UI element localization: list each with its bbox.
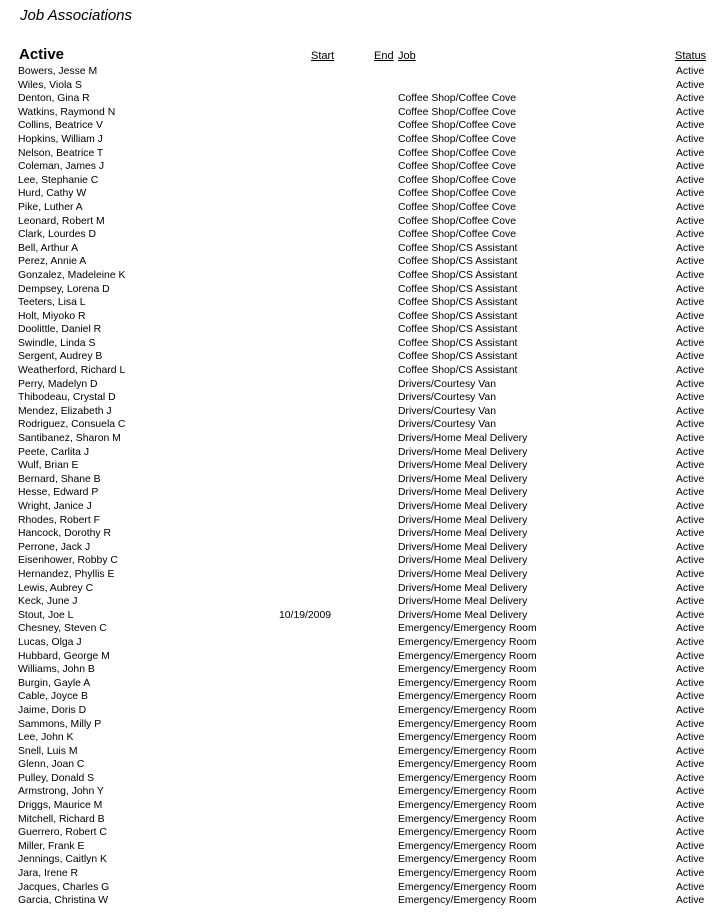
start-date: 10/19/2009 [279, 609, 332, 621]
table-row [0, 119, 724, 133]
employee-name: Watkins, Raymond N [18, 106, 116, 118]
employee-name: Hopkins, William J [18, 133, 103, 145]
employee-name: Dempsey, Lorena D [18, 283, 110, 295]
status-value: Active [676, 827, 705, 839]
status-value: Active [676, 895, 705, 907]
table-row [0, 432, 724, 446]
table-row [0, 554, 724, 568]
table-row [0, 568, 724, 582]
job-name: Emergency/Emergency Room [398, 636, 537, 648]
employee-name: Coleman, James J [18, 161, 105, 173]
job-name: Drivers/Home Meal Delivery [398, 568, 528, 580]
employee-name: Clark, Lourdes D [18, 229, 96, 241]
status-value: Active [676, 664, 705, 676]
job-name: Coffee Shop/Coffee Cove [398, 133, 517, 145]
table-row [0, 799, 724, 813]
status-value: Active [676, 446, 705, 458]
job-name: Coffee Shop/CS Assistant [398, 256, 518, 268]
status-value: Active [676, 337, 705, 349]
employee-name: Teeters, Lisa L [18, 297, 86, 309]
status-value: Active [676, 800, 705, 812]
table-row [0, 663, 724, 677]
employee-name: Nelson, Beatrice T [18, 147, 104, 159]
table-row [0, 350, 724, 364]
employee-name: Glenn, Joan C [18, 759, 85, 771]
status-value: Active [676, 66, 705, 77]
job-name: Drivers/Home Meal Delivery [398, 487, 528, 499]
employee-name: Denton, Gina R [18, 93, 90, 105]
employee-name: Perry, Madelyn D [18, 378, 98, 390]
employee-name: Holt, Miyoko R [18, 310, 86, 322]
table-row [0, 772, 724, 786]
status-value: Active [676, 501, 705, 512]
table-row [0, 840, 724, 854]
table-row [0, 391, 724, 405]
employee-name: Jacques, Charles G [18, 881, 110, 893]
status-value: Active [676, 79, 705, 91]
status-value: Active [676, 310, 705, 322]
status-value: Active [676, 174, 705, 186]
table-row [0, 255, 724, 269]
table-row [0, 785, 724, 799]
status-value: Active [676, 541, 705, 553]
table-row [0, 405, 724, 419]
job-name: Coffee Shop/Coffee Cove [398, 215, 517, 227]
table-row [0, 853, 724, 867]
job-name: Coffee Shop/Coffee Cove [398, 188, 517, 200]
job-name: Drivers/Home Meal Delivery [398, 446, 528, 458]
job-name: Emergency/Emergency Room [398, 691, 537, 703]
table-row [0, 758, 724, 772]
status-value: Active [676, 201, 705, 213]
job-name: Emergency/Emergency Room [398, 664, 537, 676]
table-row [0, 106, 724, 120]
employee-name: Driggs, Maurice M [18, 800, 103, 812]
status-value: Active [676, 392, 705, 404]
status-value: Active [676, 120, 705, 132]
job-name: Drivers/Home Meal Delivery [398, 514, 528, 526]
status-value: Active [676, 133, 705, 145]
employee-name: Bernard, Shane B [18, 473, 101, 485]
table-row [0, 446, 724, 460]
table-row [0, 609, 724, 623]
status-value: Active [676, 868, 705, 880]
job-name: Drivers/Home Meal Delivery [398, 582, 528, 594]
table-row [0, 283, 724, 297]
status-value: Active [676, 854, 705, 866]
table-row [0, 147, 724, 161]
table-row [0, 215, 724, 229]
job-name: Emergency/Emergency Room [398, 840, 537, 852]
status-value: Active [676, 242, 705, 254]
table-row [0, 867, 724, 881]
employee-name: Perrone, Jack J [18, 541, 91, 553]
table-row [0, 704, 724, 718]
employee-name: Snell, Luis M [18, 745, 78, 757]
job-name: Coffee Shop/Coffee Cove [398, 161, 517, 173]
status-value: Active [676, 487, 705, 499]
status-value: Active [676, 745, 705, 757]
employee-name: Bowers, Jesse M [18, 66, 98, 77]
job-name: Coffee Shop/CS Assistant [398, 310, 518, 322]
employee-name: Hurd, Cathy W [18, 188, 87, 200]
job-name: Coffee Shop/CS Assistant [398, 283, 518, 295]
table-row [0, 731, 724, 745]
employee-name: Wiles, Viola S [18, 79, 82, 91]
employee-name: Sammons, Milly P [18, 718, 102, 730]
status-value: Active [676, 786, 705, 798]
status-value: Active [676, 93, 705, 105]
status-value: Active [676, 582, 705, 594]
table-row [0, 201, 724, 215]
table-row [0, 881, 724, 895]
table-row [0, 242, 724, 256]
job-name: Coffee Shop/Coffee Cove [398, 93, 517, 105]
table-row [0, 636, 724, 650]
section-heading-active: Active [19, 46, 65, 63]
employee-name: Lee, Stephanie C [18, 174, 99, 186]
status-value: Active [676, 650, 705, 662]
job-name: Drivers/Home Meal Delivery [398, 433, 528, 445]
status-value: Active [676, 677, 705, 689]
table-row [0, 133, 724, 147]
column-header-start[interactable]: Start [311, 50, 335, 62]
status-value: Active [676, 215, 705, 227]
status-value: Active [676, 568, 705, 580]
table-row [0, 677, 724, 691]
job-name: Emergency/Emergency Room [398, 800, 537, 812]
table-row [0, 595, 724, 609]
table-row [0, 582, 724, 596]
employee-name: Wright, Janice J [18, 501, 92, 512]
employee-name: Collins, Beatrice V [18, 120, 103, 132]
employee-name: Hubbard, George M [18, 650, 110, 662]
job-name: Coffee Shop/Coffee Cove [398, 147, 517, 159]
status-value: Active [676, 351, 705, 363]
employee-name: Jaime, Doris D [18, 704, 87, 716]
job-name: Emergency/Emergency Room [398, 650, 537, 662]
job-name: Emergency/Emergency Room [398, 895, 537, 907]
status-value: Active [676, 378, 705, 390]
report-title: Job Associations [20, 7, 133, 24]
job-name: Drivers/Home Meal Delivery [398, 460, 528, 472]
job-name: Coffee Shop/Coffee Cove [398, 106, 517, 118]
status-value: Active [676, 840, 705, 852]
status-value: Active [676, 636, 705, 648]
employee-name: Williams, John B [18, 664, 95, 676]
employee-name: Sergent, Audrey B [18, 351, 103, 363]
table-row [0, 473, 724, 487]
job-name: Drivers/Home Meal Delivery [398, 596, 528, 608]
status-value: Active [676, 106, 705, 118]
table-row [0, 174, 724, 188]
job-name: Drivers/Home Meal Delivery [398, 555, 528, 567]
job-name: Drivers/Home Meal Delivery [398, 541, 528, 553]
table-row [0, 92, 724, 106]
table-row [0, 296, 724, 310]
job-name: Coffee Shop/Coffee Cove [398, 229, 517, 241]
employee-name: Chesney, Steven C [18, 623, 107, 635]
table-row [0, 541, 724, 555]
employee-name: Eisenhower, Robby C [18, 555, 118, 567]
table-row [0, 378, 724, 392]
status-value: Active [676, 229, 705, 241]
status-value: Active [676, 188, 705, 200]
table-row [0, 690, 724, 704]
job-name: Drivers/Courtesy Van [398, 419, 496, 431]
job-name: Drivers/Home Meal Delivery [398, 473, 528, 485]
table-row [0, 622, 724, 636]
employee-name: Hesse, Edward P [18, 487, 99, 499]
status-value: Active [676, 623, 705, 635]
employee-name: Leonard, Robert M [18, 215, 105, 227]
table-row [0, 826, 724, 840]
status-value: Active [676, 161, 705, 173]
column-header-status[interactable]: Status [675, 50, 707, 62]
status-value: Active [676, 283, 705, 295]
job-name: Emergency/Emergency Room [398, 854, 537, 866]
status-value: Active [676, 324, 705, 336]
table-row [0, 79, 724, 93]
table-row [0, 310, 724, 324]
status-value: Active [676, 256, 705, 268]
employee-name: Stout, Joe L [18, 609, 74, 621]
table-row [0, 650, 724, 664]
job-name: Coffee Shop/CS Assistant [398, 242, 518, 254]
job-name: Emergency/Emergency Room [398, 868, 537, 880]
table-row [0, 486, 724, 500]
table-row [0, 894, 724, 908]
employee-name: Hernandez, Phyllis E [18, 568, 115, 580]
job-name: Emergency/Emergency Room [398, 623, 537, 635]
employee-name: Rhodes, Robert F [18, 514, 101, 526]
table-row [0, 514, 724, 528]
job-name: Coffee Shop/CS Assistant [398, 351, 518, 363]
status-value: Active [676, 881, 705, 893]
job-name: Coffee Shop/CS Assistant [398, 365, 518, 377]
employee-name: Armstrong, John Y [18, 786, 104, 798]
job-name: Coffee Shop/CS Assistant [398, 324, 518, 336]
job-name: Emergency/Emergency Room [398, 786, 537, 798]
job-name: Emergency/Emergency Room [398, 759, 537, 771]
job-associations-table [0, 65, 724, 908]
employee-name: Guerrero, Robert C [18, 827, 107, 839]
job-name: Emergency/Emergency Room [398, 677, 537, 689]
table-row [0, 160, 724, 174]
table-row [0, 323, 724, 337]
employee-name: Jara, Irene R [18, 868, 79, 880]
table-row [0, 418, 724, 432]
employee-name: Mitchell, Richard B [18, 813, 105, 825]
employee-name: Doolittle, Daniel R [18, 324, 102, 336]
status-value: Active [676, 514, 705, 526]
employee-name: Miller, Frank E [18, 840, 85, 852]
job-name: Coffee Shop/CS Assistant [398, 297, 518, 309]
column-header-end[interactable]: End [374, 50, 394, 62]
employee-name: Rodriguez, Consuela C [18, 419, 126, 431]
job-name: Emergency/Emergency Room [398, 813, 537, 825]
employee-name: Perez, Annie A [18, 256, 87, 268]
job-name: Emergency/Emergency Room [398, 745, 537, 757]
status-value: Active [676, 269, 705, 281]
table-row [0, 337, 724, 351]
employee-name: Keck, June J [18, 596, 78, 608]
table-row [0, 745, 724, 759]
table-row [0, 527, 724, 541]
job-name: Emergency/Emergency Room [398, 718, 537, 730]
employee-name: Peete, Carlita J [18, 446, 90, 458]
status-value: Active [676, 473, 705, 485]
employee-name: Lewis, Aubrey C [18, 582, 94, 594]
employee-name: Weatherford, Richard L [18, 365, 126, 377]
status-value: Active [676, 759, 705, 771]
employee-name: Pike, Luther A [18, 201, 83, 213]
status-value: Active [676, 297, 705, 309]
employee-name: Thibodeau, Crystal D [18, 392, 116, 404]
status-value: Active [676, 596, 705, 608]
employee-name: Cable, Joyce B [18, 691, 88, 703]
table-row [0, 187, 724, 201]
employee-name: Wulf, Brian E [18, 460, 79, 472]
job-name: Drivers/Home Meal Delivery [398, 528, 528, 540]
status-value: Active [676, 704, 705, 716]
job-name: Coffee Shop/Coffee Cove [398, 174, 517, 186]
employee-name: Jennings, Caitlyn K [18, 854, 107, 866]
employee-name: Bell, Arthur A [18, 242, 79, 254]
job-name: Coffee Shop/CS Assistant [398, 337, 518, 349]
job-name: Drivers/Home Meal Delivery [398, 501, 528, 512]
job-name: Emergency/Emergency Room [398, 881, 537, 893]
employee-name: Swindle, Linda S [18, 337, 96, 349]
job-name: Coffee Shop/Coffee Cove [398, 120, 517, 132]
table-row [0, 228, 724, 242]
status-value: Active [676, 691, 705, 703]
job-name: Emergency/Emergency Room [398, 732, 537, 744]
job-name: Coffee Shop/Coffee Cove [398, 201, 517, 213]
employee-name: Burgin, Gayle A [18, 677, 91, 689]
status-value: Active [676, 365, 705, 377]
column-header-job[interactable]: Job [398, 50, 416, 62]
job-name: Emergency/Emergency Room [398, 772, 537, 784]
employee-name: Gonzalez, Madeleine K [18, 269, 126, 281]
job-name: Emergency/Emergency Room [398, 704, 537, 716]
job-name: Drivers/Courtesy Van [398, 378, 496, 390]
employee-name: Garcia, Christina W [18, 895, 109, 907]
table-row [0, 500, 724, 514]
table-row [0, 718, 724, 732]
status-value: Active [676, 555, 705, 567]
table-row [0, 65, 724, 79]
status-value: Active [676, 732, 705, 744]
status-value: Active [676, 528, 705, 540]
job-name: Drivers/Courtesy Van [398, 405, 496, 417]
employee-name: Lucas, Olga J [18, 636, 82, 648]
job-name: Drivers/Courtesy Van [398, 392, 496, 404]
table-row [0, 364, 724, 378]
table-row [0, 459, 724, 473]
employee-name: Lee, John K [18, 732, 74, 744]
job-name: Coffee Shop/CS Assistant [398, 269, 518, 281]
status-value: Active [676, 433, 705, 445]
status-value: Active [676, 419, 705, 431]
job-name: Drivers/Home Meal Delivery [398, 609, 528, 621]
employee-name: Hancock, Dorothy R [18, 528, 111, 540]
status-value: Active [676, 609, 705, 621]
status-value: Active [676, 460, 705, 472]
status-value: Active [676, 718, 705, 730]
table-row [0, 813, 724, 827]
table-row [0, 269, 724, 283]
employee-name: Santibanez, Sharon M [18, 433, 121, 445]
status-value: Active [676, 147, 705, 159]
status-value: Active [676, 405, 705, 417]
status-value: Active [676, 813, 705, 825]
status-value: Active [676, 772, 705, 784]
employee-name: Pulley, Donald S [18, 772, 95, 784]
employee-name: Mendez, Elizabeth J [18, 405, 112, 417]
job-name: Emergency/Emergency Room [398, 827, 537, 839]
